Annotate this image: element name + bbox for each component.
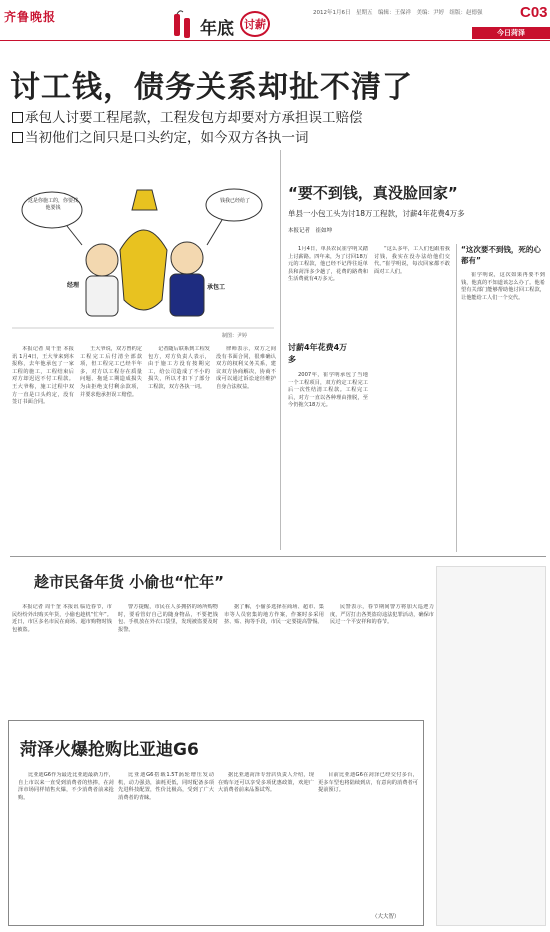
checkbox-icon (12, 132, 23, 143)
section-rule (10, 556, 546, 557)
checkbox-icon (12, 112, 23, 123)
paper-name: 齐鲁晚报 (4, 10, 57, 24)
story3-body-3: 据比亚迪菏泽专营店负责人介绍，现在购车还可以享受多项优惠政策，欢迎广大消费者前来品鉴试驾。 (218, 772, 314, 794)
cartoon-credit: 制图：尹婷 (222, 333, 248, 339)
column-badge: 讨薪 (240, 11, 270, 37)
story2-body-3: 据了解，小偷多选择在商场、超市、集市等人员密集的地方作案，作案时多采用挤、贴、掏等手段，市民一定要提高警惕。 (224, 604, 324, 626)
cartoon-bubble-right: 钱我已经给了 (219, 198, 250, 204)
story2-headline: 趁市民备年货 小偷也“忙年” (34, 573, 224, 591)
cartoon-illustration (12, 150, 274, 340)
cartoon (12, 150, 274, 340)
cartoon-label-left: 经理 (67, 282, 80, 289)
lead-subhead-1: 承包人讨要工程尾款，工程发包方却要对方承担误工赔偿 (12, 106, 547, 126)
lead-body-col-1: 本报记者 周千奎 本报讯 1月4日，王大爷来到本报称，去年他承包了一家工程的施工，工程结束后对方却迟迟不付工程款。王大爷称，施工过程中双方一直是口头约定，没有签订书面合同。 (12, 346, 74, 406)
sidebar-body: 崔学明说，这次如果再要不到钱，他真的不知道该怎么办了。他希望有关部门能够帮助他讨回工程款，让他能给工人们一个交代。 (461, 272, 545, 301)
feature-subhead: 单县一小包工头为讨18万工程款，讨薪4年花费4万多 (288, 209, 465, 218)
feature-byline: 本报记者 崔如坤 (288, 228, 333, 234)
masthead-rule (0, 40, 550, 41)
feature-body-3: “这么多年，工人们也跟着我讨钱，我实在没办法给他们交代。”崔学明说，每次回家都不敢面对工人们。 (374, 246, 450, 275)
cartoon-label-right: 承包工 (207, 284, 226, 291)
cartoon-bubble-left: 这是你施工的，你要找他要钱 (28, 198, 79, 211)
lead-body-col-4: 律师表示，双方之间没有书面合同，很难确认双方的权利义务关系，建议双方协商解决，协商不成可以通过诉讼途径维护自身合法权益。 (216, 346, 276, 390)
ad-panel (436, 566, 546, 926)
feature-sidebar (456, 244, 546, 552)
story2-body-4: 民警表示，春节期间警方将加大巡逻力度，严厉打击各类盗窃违法犯罪活动，确保市民过一个平安祥和的春节。 (330, 604, 434, 626)
feature-headline: “要不到钱，真没脸回家” (288, 184, 458, 202)
lead-body-col-3: 记者随后联系到工程发包方，对方负责人表示，由于施工方没有按期完工，给公司造成了不小的损失，所以才扣下了部分工程款，双方各执一词。 (148, 346, 210, 390)
date-line: 2012年1月6日 星期五 编辑：王保祥 美编：尹婷 组版：赵德强 (313, 10, 483, 16)
masthead (0, 0, 550, 48)
firecracker-icon (168, 8, 198, 42)
story3-body-2: 比亚迪G6搭载1.5T涡轮增压发动机，动力强劲，油耗更低，同时配备多项先进科技配置，性价比极高，受到了广大消费者的青睐。 (118, 772, 214, 801)
story3-credit: （大大智） (372, 914, 400, 920)
column-title: 年底 (200, 19, 234, 39)
story3-headline: 菏泽火爆抢购比亚迪G6 (20, 740, 199, 760)
story2-body-1: 本报记者 周千奎 本报讯 临近春节，市民纷纷外出购买年货，小偷也趁机“忙年”。近日，市区多名市民在商场、超市购物时钱包被盗。 (12, 604, 112, 633)
story3-body-1: 比亚迪G6作为最近比亚迪最新力作，自上市以来一直受到消费者的热捧，在菏泽市场同样销售火爆，不少消费者前来抢购。 (18, 772, 114, 801)
feature-body-1: 1月4日，单县农民崔学明又踏上讨薪路。四年来，为了讨回18万元的工程款，他已经不记得往返单县和菏泽多少趟了，花费的路费和生活费就有4万多元。 (288, 246, 368, 283)
feature-body-2: 2007年，崔学明承包了当地一个工程项目，双方约定工程完工后一次性结清工程款。工程完工后，对方一直以各种理由推脱，至今仍拖欠18万元。 (288, 372, 368, 409)
column-rule (280, 150, 281, 550)
sidebar-title: “这次要不到钱，死的心都有” (461, 245, 541, 265)
lead-subhead-2: 当初他们之间只是口头约定，如今双方各执一词 (12, 126, 547, 146)
section-tag: 今日菏泽 (472, 27, 550, 39)
lead-headline: 讨工钱，债务关系却扯不清了 (10, 70, 413, 105)
paper-logo (4, 6, 68, 22)
story2-body-2: 警方提醒，市民在人多拥挤的场所购物时，要看管好自己的随身物品，不要把钱包、手机放在外衣口袋里，发现被盗要及时报警。 (118, 604, 218, 633)
feature-subtitle-mid: 讨薪4年花费4万多 (288, 343, 348, 364)
lead-body-col-2: 王大爷说，双方曾约定工程完工后付清全部款项，但工程完工已经半年多，对方以工程存在质量问题、拖延工期造成损失为由拒绝支付剩余款项，并要求他承担误工赔偿。 (80, 346, 142, 398)
story3-body-4: 目前比亚迪G6在菏泽已经交付多台，更多车型也将陆续到店，有意向的消费者可提前预订。 (318, 772, 418, 794)
page-number: C03 (520, 4, 548, 21)
column-banner (168, 8, 308, 42)
